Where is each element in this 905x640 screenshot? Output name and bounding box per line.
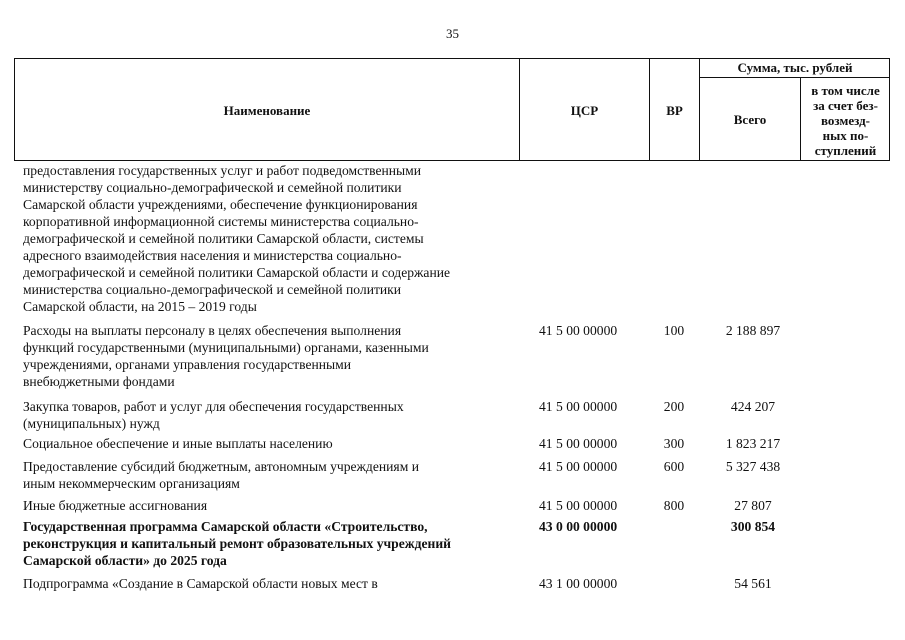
row-name — [23, 497, 518, 514]
row-name — [23, 435, 518, 452]
row-name-line: предоставления государственных услуг и работ подведомственными — [23, 163, 422, 178]
header-vr: ВР — [666, 102, 683, 118]
row-name-line: Самарской области учреждениями, обеспечение функционирования — [23, 197, 418, 212]
row-vr: 600 — [663, 459, 685, 474]
row-name-line: Предоставление субсидий бюджетным, автономным учреждениям и — [23, 459, 419, 474]
row-name-line: адресного взаимодействия населения и министерства социально- — [23, 248, 402, 263]
row-name-line: функций государственными (муниципальными) органами, казенными — [23, 340, 429, 355]
row-name-line: Самарской области» до 2025 года — [23, 553, 227, 568]
header-csr: ЦСР — [570, 102, 599, 118]
row-name-line: внебюджетными фондами — [23, 374, 175, 389]
row-name-line: Закупка товаров, работ и услуг для обеспечения государственных — [23, 399, 404, 414]
row-csr: 41 5 00 00000 — [539, 399, 618, 414]
page-number: 35 — [446, 26, 459, 41]
row-csr: 41 5 00 00000 — [539, 459, 618, 474]
row-vr: 100 — [663, 323, 685, 338]
row-vr: 800 — [663, 498, 685, 513]
row-total: 27 807 — [734, 498, 772, 513]
row-name-line: корпоративной информационной системы министерства социально- — [23, 214, 419, 229]
row-name-line: Самарской области, на 2015 – 2019 годы — [23, 299, 257, 314]
row-name — [23, 518, 518, 569]
row-name-line: демографической и семейной политики Самарской области и содержание — [23, 265, 451, 280]
row-total: 1 823 217 — [725, 436, 781, 451]
header-total: Всего — [733, 112, 767, 127]
row-name — [23, 575, 518, 592]
row-vr: 200 — [663, 399, 685, 414]
row-name-line: учреждениями, органами управления государственными — [23, 357, 352, 372]
row-name-line: министерства социально-демографической и семейной политики — [23, 282, 402, 297]
row-name-line: Иные бюджетные ассигнования — [23, 498, 208, 513]
row-name — [23, 458, 518, 492]
row-total: 54 561 — [734, 576, 772, 591]
row-total: 2 188 897 — [725, 323, 781, 338]
row-name — [23, 162, 518, 315]
row-csr: 41 5 00 00000 — [539, 323, 618, 338]
row-name-line: Социальное обеспечение и иные выплаты населению — [23, 436, 333, 451]
row-name-line: Подпрограмма «Создание в Самарской области новых мест в — [23, 576, 378, 591]
row-name-line: реконструкция и капитальный ремонт образовательных учреждений — [23, 536, 452, 551]
row-name-line: (муниципальных) нужд — [23, 416, 160, 431]
header-including-line: ных по- — [822, 127, 869, 143]
row-total: 424 207 — [730, 399, 776, 414]
header-including-line: за счет без- — [813, 97, 878, 113]
row-name-line: министерству социально-демографической и семейной политики — [23, 180, 402, 195]
row-csr: 43 1 00 00000 — [539, 576, 618, 591]
header-including-line: возмезд- — [821, 112, 870, 128]
row-total: 300 854 — [730, 519, 776, 534]
header-including-line: ступлений — [814, 142, 877, 158]
row-name-line: демографической и семейной политики Самарской области, системы — [23, 231, 424, 246]
header-including-line: в том числе — [811, 82, 880, 98]
row-name-line: Расходы на выплаты персоналу в целях обеспечения выполнения — [23, 323, 402, 338]
row-name-line: Государственная программа Самарской области «Строительство, — [23, 519, 428, 534]
row-csr: 41 5 00 00000 — [539, 436, 618, 451]
header-including — [801, 78, 890, 162]
header-sum: Сумма, тыс. рублей — [737, 60, 853, 75]
table-header — [14, 58, 890, 161]
row-total: 5 327 438 — [725, 459, 781, 474]
header-name: Наименование — [223, 102, 311, 118]
row-csr: 41 5 00 00000 — [539, 498, 618, 513]
row-name — [23, 322, 518, 390]
row-vr: 300 — [663, 436, 685, 451]
row-name — [23, 398, 518, 432]
row-name-line: иным некоммерческим организациям — [23, 476, 240, 491]
row-csr: 43 0 00 00000 — [539, 519, 618, 534]
